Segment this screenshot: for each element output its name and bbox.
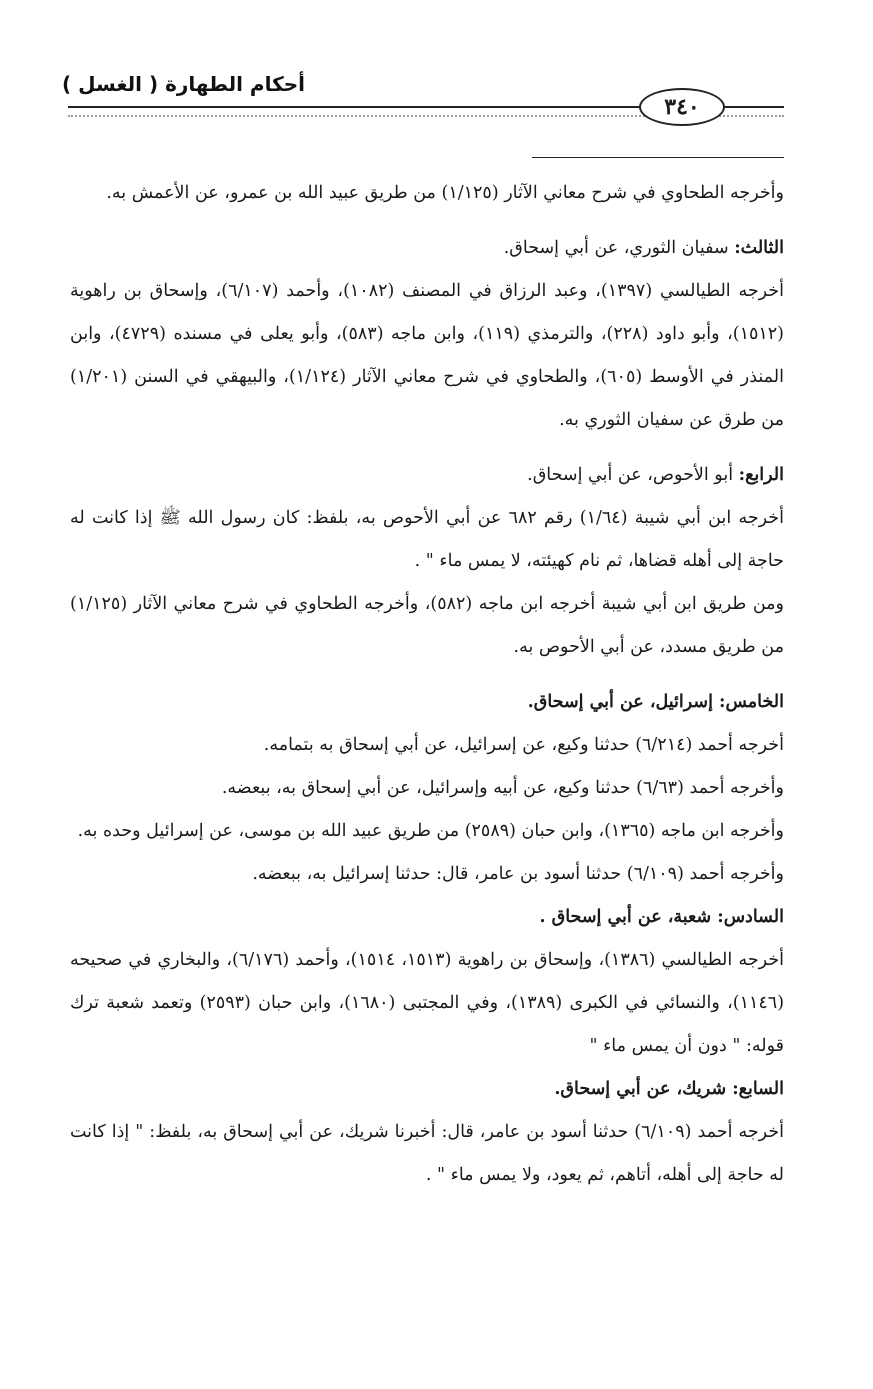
section-heading: الثالث: سفيان الثوري، عن أبي إسحاق. — [503, 238, 784, 258]
paragraph: وأخرجه الطحاوي في شرح معاني الآثار (١/١٢٥) من طريق عبيد الله بن عمرو، عن الأعمش به. — [106, 183, 784, 203]
footnote-separator — [532, 157, 784, 158]
section-heading: السابع: شريك، عن أبي إسحاق. — [554, 1079, 784, 1099]
paragraph: أخرجه أحمد (٦/١٠٩) حدثنا أسود بن عامر، قال: أخبرنا شريك، عن أبي إسحاق به، بلفظ: " إذا كانت له حاجة إلى أهله، أتاهم، ثم يعود، ولا يمس ماء " . — [70, 1122, 784, 1185]
page-number: ٣٤٠ — [639, 88, 725, 126]
section-heading: الخامس: إسرائيل، عن أبي إسحاق. — [527, 692, 784, 712]
paragraph: أخرجه أحمد (٦/٢١٤) حدثنا وكيع، عن إسرائيل، عن أبي إسحاق به بتمامه. — [263, 735, 784, 755]
section-heading: الرابع: أبو الأحوص، عن أبي إسحاق. — [527, 465, 784, 485]
paragraph: وأخرجه ابن ماجه (١٣٦٥)، وابن حبان (٢٥٨٩) من طريق عبيد الله بن موسى، عن إسرائيل وحده به. — [77, 821, 784, 841]
paragraph: أخرجه ابن أبي شيبة (١/٦٤) رقم ٦٨٢ عن أبي الأحوص به، بلفظ: كان رسول الله ﷺ إذا كانت له حاجة إلى أهله قضاها، ثم نام كهيئته، لا يمس ماء " . — [70, 508, 784, 571]
running-title: أحكام الطهارة ( الغسل ) — [62, 72, 305, 96]
paragraph: وأخرجه أحمد (٦/١٠٩) حدثنا أسود بن عامر، قال: حدثنا إسرائيل به، ببعضه. — [252, 864, 784, 884]
paragraph: أخرجه الطيالسي (١٣٩٧)، وعبد الرزاق في المصنف (١٠٨٢)، وأحمد (٦/١٠٧)، وإسحاق بن راهوية (١٥١٢)، وأبو داود (٢٢٨)، والترمذي (١١٩)، وابن ماجه (٥٨٣)، وأبو يعلى في مسنده (٤٧٢٩)، وابن المنذر في الأوسط (٦٠٥)، والطحاوي في شرح معاني الآثار (١/١٢٤)، والبيهقي في السنن (١/٢٠١) من طرق عن سفيان الثوري به. — [70, 281, 784, 430]
paragraph: ومن طريق ابن أبي شيبة أخرجه ابن ماجه (٥٨٢)، وأخرجه الطحاوي في شرح معاني الآثار (١/١٢٥) من طريق مسدد، عن أبي الأحوص به. — [70, 594, 784, 657]
section-heading: السادس: شعبة، عن أبي إسحاق . — [539, 907, 784, 927]
body-text — [70, 172, 784, 1197]
paragraph: أخرجه الطيالسي (١٣٨٦)، وإسحاق بن راهوية (١٥١٣، ١٥١٤)، وأحمد (٦/١٧٦)، والبخاري في صحيحه (١١٤٦)، والنسائي في الكبرى (١٣٨٩)، وفي المجتبى (١٦٨٠)، وابن حبان (٢٥٩٣) وتعمد شعبة ترك قوله: " دون أن يمس ماء " — [70, 950, 785, 1056]
paragraph: وأخرجه أحمد (٦/٦٣) حدثنا وكيع، عن أبيه وإسرائيل، عن أبي إسحاق به، ببعضه. — [221, 778, 784, 798]
page-header — [0, 58, 873, 128]
